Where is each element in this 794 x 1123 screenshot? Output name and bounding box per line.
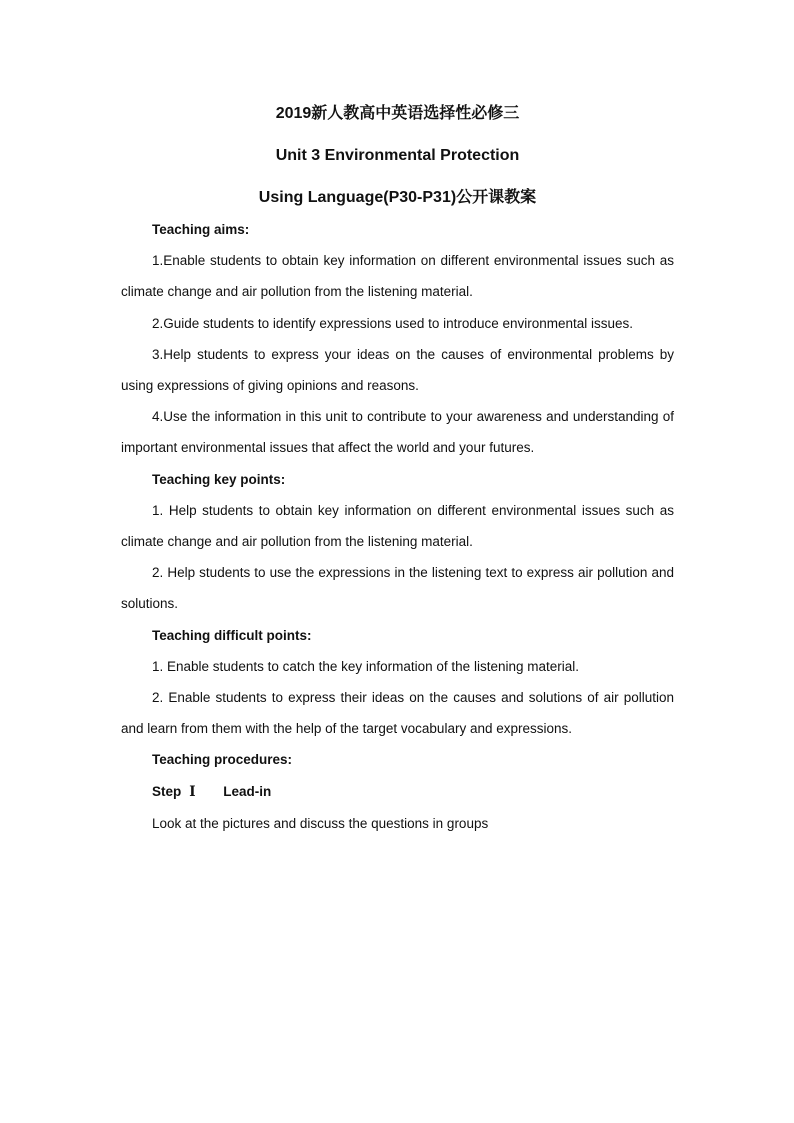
document-body bbox=[121, 104, 674, 839]
key-point-item: 1. Help students to obtain key information on different environmental issues such as climate change and air pollution from the listening material. bbox=[121, 502, 674, 550]
teaching-aim-item: 2.Guide students to identify expressions used to introduce environmental issues. bbox=[152, 315, 634, 331]
step-heading bbox=[121, 776, 674, 808]
difficult-point-item: 2. Enable students to express their ideas on the causes and solutions of air pollution and learn from them with the help of the target vocabulary and expressions. bbox=[121, 690, 674, 737]
teaching-aim-item: 4.Use the information in this unit to contribute to your awareness and understanding of important environmental issues that affect the world and your futures. bbox=[121, 409, 674, 456]
doc-title-line-2: Unit 3 Environmental Protection bbox=[275, 147, 520, 164]
step-number: Ⅰ bbox=[189, 783, 196, 800]
step-label: Lead-in bbox=[223, 783, 272, 799]
key-points-heading: Teaching key points: bbox=[152, 471, 286, 487]
difficult-point-item: 1. Enable students to catch the key information of the listening material. bbox=[152, 658, 579, 674]
doc-title-line-1: 2019新人教高中英语选择性必修三 bbox=[275, 105, 520, 122]
difficult-points-heading: Teaching difficult points: bbox=[152, 627, 312, 643]
teaching-aims-heading: Teaching aims: bbox=[152, 222, 250, 237]
doc-title-line-3: Using Language(P30-P31)公开课教案 bbox=[258, 189, 537, 206]
step-word: Step bbox=[152, 783, 182, 799]
teaching-aim-item: 3.Help students to express your ideas on the causes of environmental problems by using expressions of giving opinions and reasons. bbox=[121, 346, 674, 394]
teaching-aim-item: 1.Enable students to obtain key information on different environmental issues such as climate change and air pollution from the listening material. bbox=[121, 253, 674, 300]
key-point-item: 2. Help students to use the expressions in the listening text to express air pollution and solutions. bbox=[121, 565, 674, 612]
step-instruction: Look at the pictures and discuss the questions in groups bbox=[152, 815, 489, 831]
procedures-heading: Teaching procedures: bbox=[152, 752, 293, 768]
